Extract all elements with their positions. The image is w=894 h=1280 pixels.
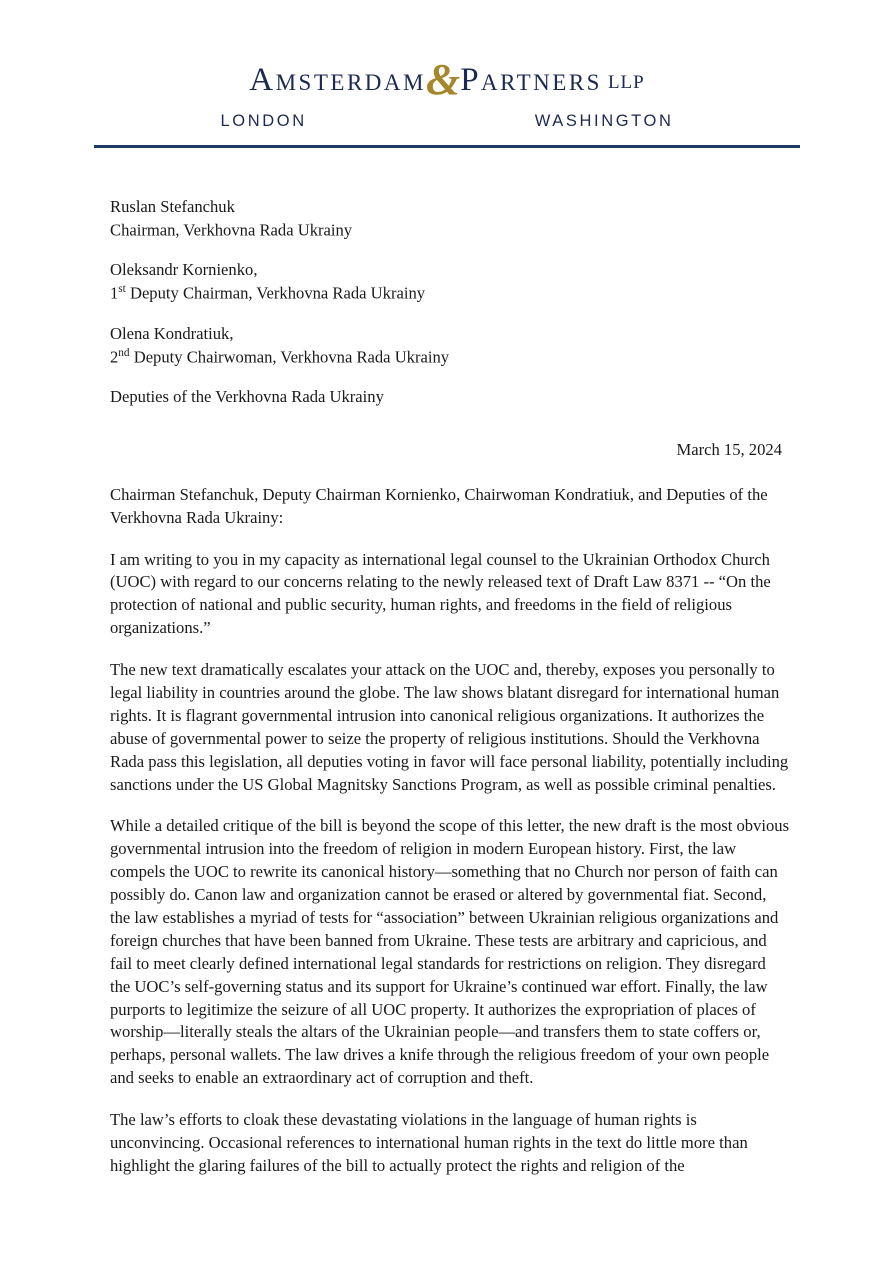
paragraph-1: I am writing to you in my capacity as international legal counsel to the Ukrainian Orthodox Church (UOC) with regard to our concerns relating to the newly released text of Draft Law 8371 -- “On the protection of national and public security, human rights, and freedoms in the field of religious organizations.” [110, 549, 771, 638]
header-divider [94, 145, 800, 148]
paragraph-2: The new text dramatically escalates your attack on the UOC and, thereby, exposes you personally to legal liability in countries around the globe. The law shows blatant disregard for international human rights. It is flagrant governmental intrusion into canonical religious organizations. It authorizes the abuse of governmental power to seize the property of religious institutions. Should the Verkhovna Rada pass this legislation, all deputies voting in favor will face personal liability, potentially including sanctions under the US Global Magnitsky Sanctions Program, as well as possible criminal penalties. [110, 660, 789, 794]
firm-name [0, 55, 894, 104]
recipient-title-post: Deputy Chairman, Verkhovna Rada Ukrainy [125, 283, 426, 303]
recipient-title [110, 219, 790, 242]
ampersand-glyph: & [425, 55, 461, 104]
paragraph-4: The law’s efforts to cloak these devastating violations in the language of human rights is unconvincing. Occasional references to international human rights in the text do little more than highlight the glaring failures of the bill to actually protect the rights and religion of the [110, 1110, 748, 1175]
paragraph-3: While a detailed critique of the bill is beyond the scope of this letter, the new draft is the most obvious governmental intrusion into the freedom of religion in modern European history. First, the law compels the UOC to rewrite its canonical history—something that no Church nor person of faith can possibly do. Canon law and organization cannot be erased or altered by governmental fiat. Second, the law establishes a myriad of tests for “association” between Ukrainian religious organizations and foreign churches that have been banned from Ukraine. These tests are arbitrary and capricious, and fail to meet clearly defined international legal standards for restrictions on religion. They disregard the UOC’s self-governing status and its support for Ukraine’s continued war effort. Finally, the law purports to legitimize the seizure of all UOC property. It authorizes the expropriation of places of worship—literally steals the altars of the Ukrainian people—and transfers them to state coffers or, perhaps, personal wallets. The law drives a knife through the religious freedom of your own people and seeks to enable an extraordinary act of corruption and theft. [110, 816, 790, 1088]
recipient-name: Ruslan Stefanchuk [110, 197, 235, 216]
firm-suffix-llp: LLP [607, 72, 645, 93]
recipient-deputies [110, 386, 790, 409]
recipient-deputies-label: Deputies of the Verkhovna Rada Ukrainy [110, 386, 384, 406]
recipient-block [110, 196, 790, 409]
recipient-title-pre: Chairman, Verkhovna Rada Ukrainy [110, 220, 353, 240]
recipient-name: Oleksandr Kornienko, [110, 260, 258, 280]
firm-word-amsterdam: Amsterdam [249, 62, 426, 98]
office-list [0, 112, 894, 131]
firm-word-partners: Partners [460, 62, 602, 98]
letter-date: March 15, 2024 [676, 439, 782, 459]
recipient-title [110, 346, 790, 369]
recipient-title [110, 282, 790, 305]
recipient-1 [110, 196, 790, 242]
salutation: Chairman Stefanchuk, Deputy Chairman Kornienko, Chairwoman Kondratiuk, and Deputies of the Verkhovna Rada Ukrainy: [110, 484, 768, 527]
office-washington: WASHINGTON [534, 112, 674, 130]
recipient-title-sup: nd [118, 346, 130, 359]
office-london: LONDON [220, 112, 307, 130]
recipient-title-pre: 1 [110, 283, 119, 303]
letterhead [0, 0, 894, 148]
letter-body [0, 196, 894, 1178]
recipient-name: Olena Kondratiuk, [110, 323, 234, 343]
recipient-title-pre: 2 [110, 347, 119, 367]
recipient-3 [110, 323, 790, 369]
recipient-2 [110, 259, 790, 305]
recipient-title-post: Deputy Chairwoman, Verkhovna Rada Ukrainy [129, 347, 450, 367]
recipient-title-sup: st [118, 283, 126, 296]
